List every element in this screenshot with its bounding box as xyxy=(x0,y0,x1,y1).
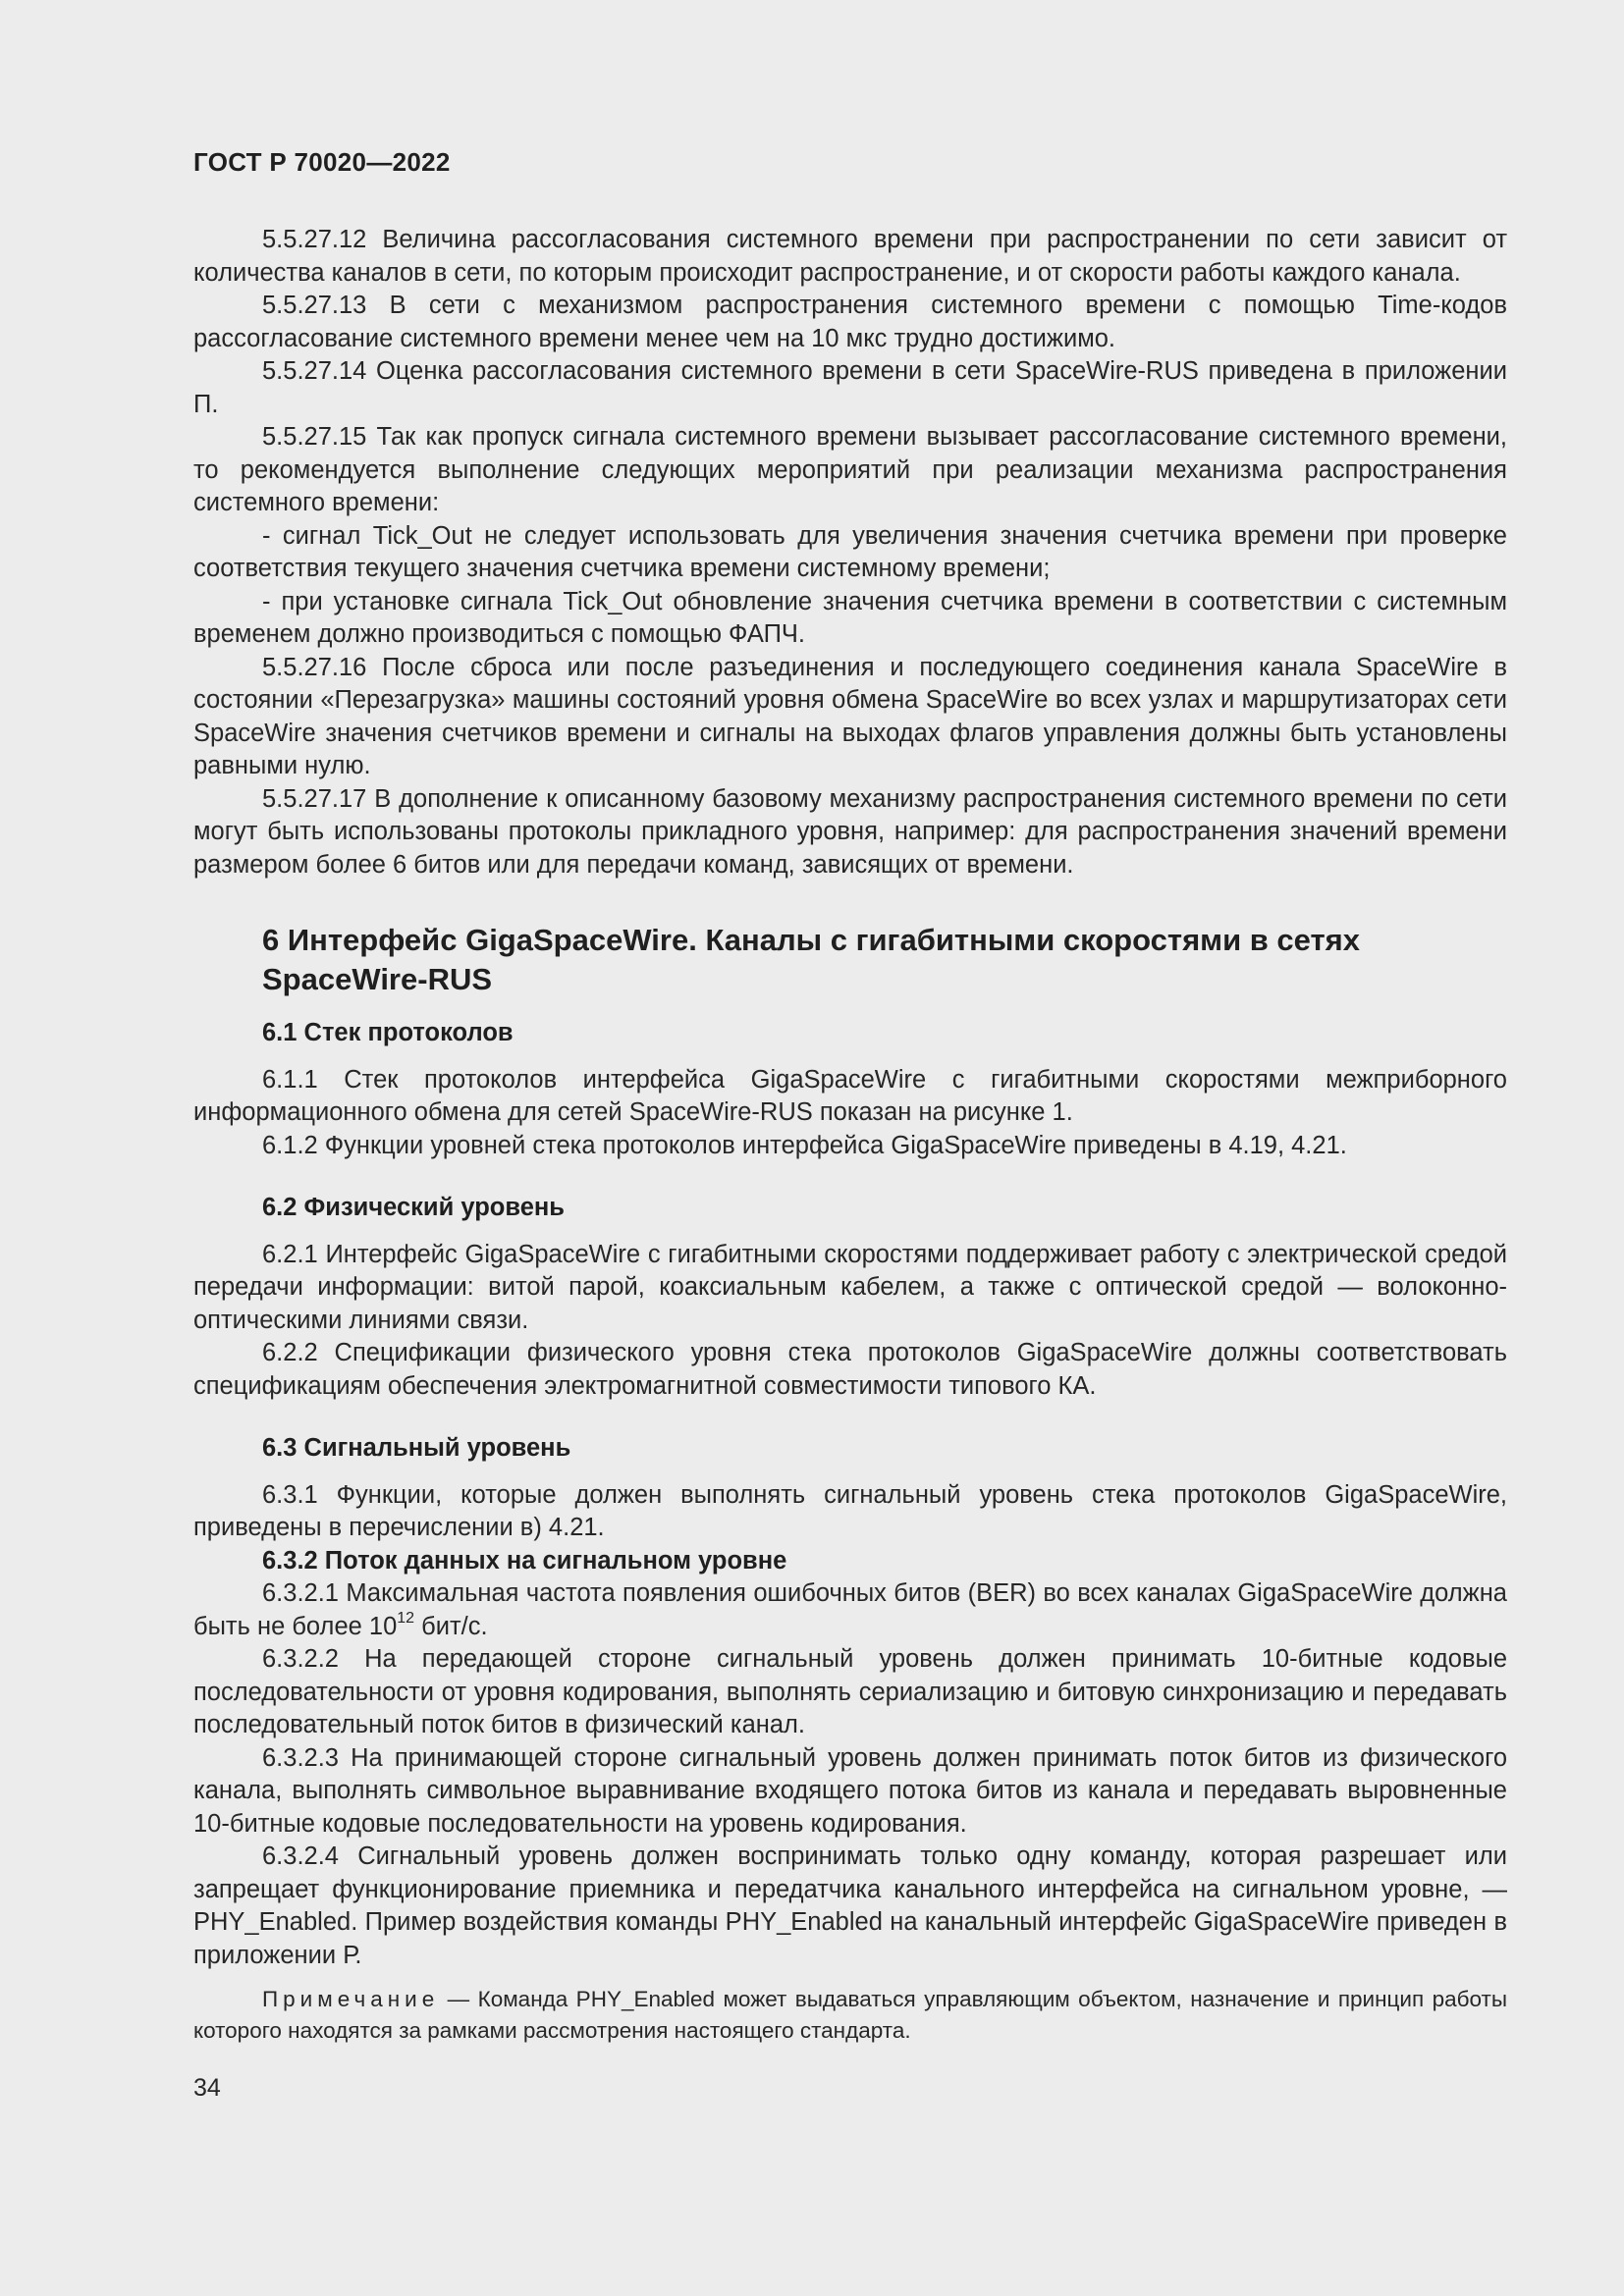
paragraph-text: бит/с. xyxy=(414,1612,488,1640)
subsubsection-heading: 6.3.2 Поток данных на сигнальном уровне xyxy=(262,1546,787,1575)
paragraph: 6.2.1 Интерфейс GigaSpaceWire с гигабитными скоростями поддерживает работу с электрической средой передачи информации: витой парой, коаксиальным кабелем, а также с оптической средой — волоконно-оптическими линиями связи. xyxy=(193,1240,1507,1334)
paragraph: 5.5.27.12 Величина рассогласования системного времени при распространении по сети зависит от количества каналов в сети, по которым происходит распространение, и от скорости работы каждого канала. xyxy=(193,226,1507,287)
paragraph: 6.3.2.2 На передающей стороне сигнальный уровень должен принимать 10-битные кодовые последовательности от уровня кодирования, выполнять сериализацию и битовую синхронизацию и передавать последовательный поток битов в физический канал. xyxy=(193,1645,1507,1738)
paragraph-text: 6.3.2.1 Максимальная частота появления ошибочных битов (BER) во всех каналах GigaSpaceWire должна быть не более 10 xyxy=(193,1579,1507,1640)
paragraph: 5.5.27.13 В сети с механизмом распространения системного времени с помощью Time-кодов рассогласование системного времени менее чем на 10 мкс трудно достижимо. xyxy=(193,292,1507,352)
note xyxy=(193,1984,1507,2047)
note-text: — Команда PHY_Enabled может выдаваться управляющим объектом, назначение и принцип работы которого находятся за рамками рассмотрения настоящего стандарта. xyxy=(193,1987,1507,2043)
paragraph: 6.1.2 Функции уровней стека протоколов интерфейса GigaSpaceWire приведены в 4.19, 4.21. xyxy=(262,1131,1347,1159)
paragraph: 6.3.2.3 На принимающей стороне сигнальный уровень должен принимать поток битов из физического канала, выполнять символьное выравнивание входящего потока битов из канала и передавать выровненные 10-битные кодовые последовательности на уровень кодирования. xyxy=(193,1743,1507,1838)
note-label: Примечание xyxy=(262,1987,440,2011)
paragraph: 6.1.1 Стек протоколов интерфейса GigaSpaceWire с гигабитными скоростями межприборного информационного обмена для сетей SpaceWire-RUS показан на рисунке 1. xyxy=(193,1065,1507,1126)
list-item: - сигнал Tick_Out не следует использовать для увеличения значения счетчика времени при проверке соответствия текущего значения счетчика времени системному времени; xyxy=(193,521,1507,582)
paragraph: 6.2.2 Спецификации физического уровня стека протоколов GigaSpaceWire должны соответствовать спецификациям обеспечения электромагнитной совместимости типового КА. xyxy=(193,1339,1507,1400)
paragraph: 5.5.27.14 Оценка рассогласования системного времени в сети SpaceWire-RUS приведена в приложении П. xyxy=(193,357,1507,418)
page-number: 34 xyxy=(193,2074,221,2102)
paragraph: 6.3.2.4 Сигнальный уровень должен воспринимать только одну команду, которая разрешает или запрещает функционирование приемника и передатчика канального интерфейса на сигнальном уровне, — PHY_Enabled. Пример воздействия команды PHY_Enabled на канальный интерфейс GigaSpaceWire приведен в приложении Р. xyxy=(193,1842,1507,1969)
document-header: ГОСТ Р 70020—2022 xyxy=(193,147,451,177)
paragraph: 5.5.27.16 После сброса или после разъединения и последующего соединения канала SpaceWire в состоянии «Перезагрузка» машины состояний уровня обмена SpaceWire во всех узлах и маршрутизаторах сети SpaceWire значения счетчиков времени и сигналы на выходах флагов управления должны быть установлены равными нулю. xyxy=(193,653,1507,779)
paragraph: 5.5.27.17 В дополнение к описанному базовому механизму распространения системного времени по сети могут быть использованы протоколы прикладного уровня, например: для распространения значений времени размером более 6 битов или для передачи команд, зависящих от времени. xyxy=(193,784,1507,879)
list-item: - при установке сигнала Tick_Out обновление значения счетчика времени в соответствии с системным временем должно производиться с помощью ФАПЧ. xyxy=(193,587,1507,648)
paragraph: 5.5.27.15 Так как пропуск сигнала системного времени вызывает рассогласование системного времени, то рекомендуется выполнение следующих мероприятий при реализации механизма распространения системного времени: xyxy=(193,423,1507,516)
page-content xyxy=(193,224,1507,2047)
subsection-heading: 6.3 Сигнальный уровень xyxy=(262,1434,571,1462)
subsection-heading: 6.2 Физический уровень xyxy=(262,1194,565,1221)
exponent: 12 xyxy=(397,1610,415,1627)
subsection-heading: 6.1 Стек протоколов xyxy=(262,1019,514,1046)
paragraph: 6.3.1 Функции, которые должен выполнять сигнальный уровень стека протоколов GigaSpaceWire, приведены в перечислении в) 4.21. xyxy=(193,1480,1507,1541)
paragraph xyxy=(193,1577,1507,1643)
section-heading: 6 Интерфейс GigaSpaceWire. Каналы с гигабитными скоростями в сетях SpaceWire-RUS xyxy=(262,923,1361,996)
